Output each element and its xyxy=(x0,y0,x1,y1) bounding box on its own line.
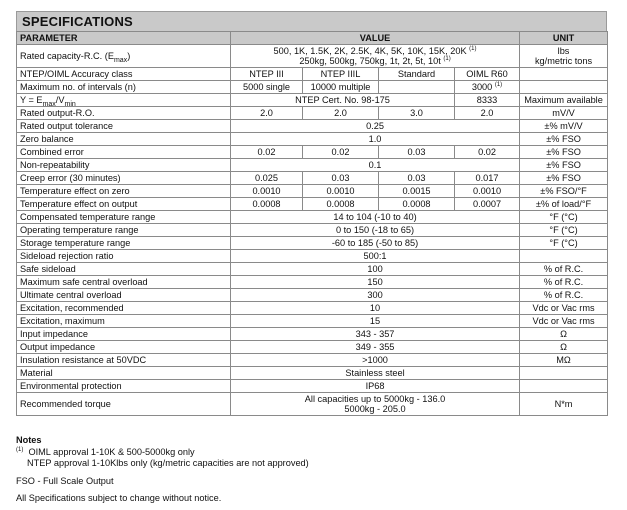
row-unit xyxy=(520,81,608,94)
row-value: 1.0 xyxy=(231,133,520,146)
header-parameter: PARAMETER xyxy=(17,32,231,45)
row-label: Temperature effect on zero xyxy=(17,185,231,198)
row-label: Insulation resistance at 50VDC xyxy=(17,354,231,367)
table-row xyxy=(17,107,608,120)
row-value: 3000 $^{(1)}$ xyxy=(455,81,520,94)
row-value: IP68 xyxy=(231,380,520,393)
row-unit: Ω xyxy=(520,328,608,341)
row-value: -60 to 185 (-50 to 85) xyxy=(231,237,520,250)
row-unit: Vdc or Vac rms xyxy=(520,302,608,315)
row-value: 0.0007 xyxy=(455,198,520,211)
table-row xyxy=(17,198,608,211)
note-fso: FSO - Full Scale Output xyxy=(16,475,114,486)
row-value: 14 to 104 (-10 to 40) xyxy=(231,211,520,224)
row-label: Maximum no. of intervals (n) xyxy=(17,81,231,94)
row-unit: % of R.C. xyxy=(520,263,608,276)
row-unit xyxy=(520,380,608,393)
row-unit: ±% FSO xyxy=(520,133,608,146)
row-unit: ±% of load/°F xyxy=(520,198,608,211)
row-value: 0.03 xyxy=(379,172,455,185)
row-unit: ±% FSO xyxy=(520,159,608,172)
row-value: 10000 multiple xyxy=(303,81,379,94)
row-value: >1000 xyxy=(231,354,520,367)
row-value: 3.0 xyxy=(379,107,455,120)
row-unit: % of R.C. xyxy=(520,276,608,289)
row-value: 0.0008 xyxy=(303,198,379,211)
row-label: Excitation, recommended xyxy=(17,302,231,315)
row-value: 2.0 xyxy=(455,107,520,120)
row-label: Compensated temperature range xyxy=(17,211,231,224)
row-value: Stainless steel xyxy=(231,367,520,380)
row-value: 150 xyxy=(231,276,520,289)
row-unit: Vdc or Vac rms xyxy=(520,315,608,328)
row-value: 0.25 xyxy=(231,120,520,133)
row-label: Rated output-R.O. xyxy=(17,107,231,120)
table-row xyxy=(17,68,608,81)
row-label: Sideload rejection ratio xyxy=(17,250,231,263)
row-unit: °F (°C) xyxy=(520,224,608,237)
row-value: 0 to 150 (-18 to 65) xyxy=(231,224,520,237)
row-unit: MΩ xyxy=(520,354,608,367)
row-value: 349 - 355 xyxy=(231,341,520,354)
row-label: Input impedance xyxy=(17,328,231,341)
notes-heading: Notes xyxy=(16,435,42,445)
table-row xyxy=(17,315,608,328)
row-unit: ±% FSO xyxy=(520,146,608,159)
table-row xyxy=(17,328,608,341)
row-value: 500, 1K, 1.5K, 2K, 2.5K, 4K, 5K, 10K, 15K, 20K $^{(1)}$ 250kg, 500kg, 750kg, 1t, 2t, 5t, 10t $^{(1)}$ xyxy=(231,45,520,68)
row-value: NTEP III xyxy=(231,68,303,81)
table-row xyxy=(17,341,608,354)
row-label: Rated output tolerance xyxy=(17,120,231,133)
row-unit: mV/V xyxy=(520,107,608,120)
row-value: 15 xyxy=(231,315,520,328)
row-label: NTEP/OIML Accuracy class xyxy=(17,68,231,81)
row-label: Safe sideload xyxy=(17,263,231,276)
table-row xyxy=(17,94,608,107)
table-row xyxy=(17,354,608,367)
row-value: 0.1 xyxy=(231,159,520,172)
row-value: 0.0010 xyxy=(303,185,379,198)
row-label: Recommended torque xyxy=(17,393,231,416)
row-label: Zero balance xyxy=(17,133,231,146)
row-label: Maximum safe central overload xyxy=(17,276,231,289)
row-label: Ultimate central overload xyxy=(17,289,231,302)
row-value: 500:1 xyxy=(231,250,520,263)
row-value: 0.03 xyxy=(303,172,379,185)
table-row xyxy=(17,81,608,94)
row-label: Excitation, maximum xyxy=(17,315,231,328)
row-label: Non-repeatability xyxy=(17,159,231,172)
row-label: Combined error xyxy=(17,146,231,159)
row-value: Standard xyxy=(379,68,455,81)
row-label: Output impedance xyxy=(17,341,231,354)
row-unit: N*m xyxy=(520,393,608,416)
row-unit xyxy=(520,68,608,81)
row-value: 0.0010 xyxy=(455,185,520,198)
header-value: VALUE xyxy=(231,32,520,45)
header-unit: UNIT xyxy=(520,32,608,45)
table-row xyxy=(17,393,608,416)
table-row xyxy=(17,224,608,237)
row-unit: ±% mV/V xyxy=(520,120,608,133)
row-value: 0.0008 xyxy=(379,198,455,211)
row-unit: ±% FSO/°F xyxy=(520,185,608,198)
table-row xyxy=(17,211,608,224)
row-value: 0.0015 xyxy=(379,185,455,198)
row-unit: Ω xyxy=(520,341,608,354)
row-label: Environmental protection xyxy=(17,380,231,393)
row-value: 2.0 xyxy=(231,107,303,120)
table-row xyxy=(17,185,608,198)
table-row xyxy=(17,276,608,289)
row-value: 343 - 357 xyxy=(231,328,520,341)
spec-title: SPECIFICATIONS xyxy=(16,11,607,31)
spec-table xyxy=(16,31,608,416)
row-unit: lbs kg/metric tons xyxy=(520,45,608,68)
row-label: Creep error (30 minutes) xyxy=(17,172,231,185)
table-row xyxy=(17,146,608,159)
row-value: NTEP IIIL xyxy=(303,68,379,81)
row-value: 0.03 xyxy=(379,146,455,159)
row-unit: ±% FSO xyxy=(520,172,608,185)
table-row xyxy=(17,380,608,393)
row-unit: °F (°C) xyxy=(520,211,608,224)
table-row xyxy=(17,172,608,185)
row-value: NTEP Cert. No. 98-175 xyxy=(231,94,455,107)
row-value: 8333 xyxy=(455,94,520,107)
table-row xyxy=(17,45,608,68)
row-value: 2.0 xyxy=(303,107,379,120)
spec-sheet xyxy=(16,11,607,416)
note-1-continued: NTEP approval 1-10Klbs only (kg/metric capacities are not approved) xyxy=(27,458,309,468)
row-value: 0.017 xyxy=(455,172,520,185)
table-row xyxy=(17,133,608,146)
row-value: 0.0008 xyxy=(231,198,303,211)
table-row xyxy=(17,159,608,172)
row-value: 300 xyxy=(231,289,520,302)
note-change: All Specifications subject to change without notice. xyxy=(16,493,222,503)
table-row xyxy=(17,250,608,263)
table-row xyxy=(17,302,608,315)
table-row xyxy=(17,289,608,302)
row-unit: Maximum available xyxy=(520,94,608,107)
row-unit: % of R.C. xyxy=(520,289,608,302)
row-value: 0.025 xyxy=(231,172,303,185)
note-1: $^{(1)}$ OIML approval 1-10K & 500-5000kg only xyxy=(16,446,195,457)
row-value: 0.0010 xyxy=(231,185,303,198)
row-value: All capacities up to 5000kg - 136.0 5000kg - 205.0 xyxy=(231,393,520,416)
row-label: Operating temperature range xyxy=(17,224,231,237)
row-label: Material xyxy=(17,367,231,380)
row-value: 10 xyxy=(231,302,520,315)
notes-section xyxy=(16,435,607,505)
table-row xyxy=(17,237,608,250)
row-unit xyxy=(520,367,608,380)
row-value: 5000 single xyxy=(231,81,303,94)
row-unit xyxy=(520,250,608,263)
table-header-row xyxy=(17,32,608,45)
row-value: 0.02 xyxy=(303,146,379,159)
row-value: 100 xyxy=(231,263,520,276)
row-value: 0.02 xyxy=(455,146,520,159)
row-value xyxy=(379,81,455,94)
row-value: OIML R60 xyxy=(455,68,520,81)
row-label: Rated capacity-R.C. $(E_{max})$ xyxy=(17,45,231,68)
row-label: Temperature effect on output xyxy=(17,198,231,211)
row-label: Storage temperature range xyxy=(17,237,231,250)
table-row xyxy=(17,120,608,133)
row-label: $Y = E_{max}/V_{min}$ xyxy=(17,94,231,107)
table-row xyxy=(17,263,608,276)
row-unit: °F (°C) xyxy=(520,237,608,250)
row-value: 0.02 xyxy=(231,146,303,159)
table-row xyxy=(17,367,608,380)
